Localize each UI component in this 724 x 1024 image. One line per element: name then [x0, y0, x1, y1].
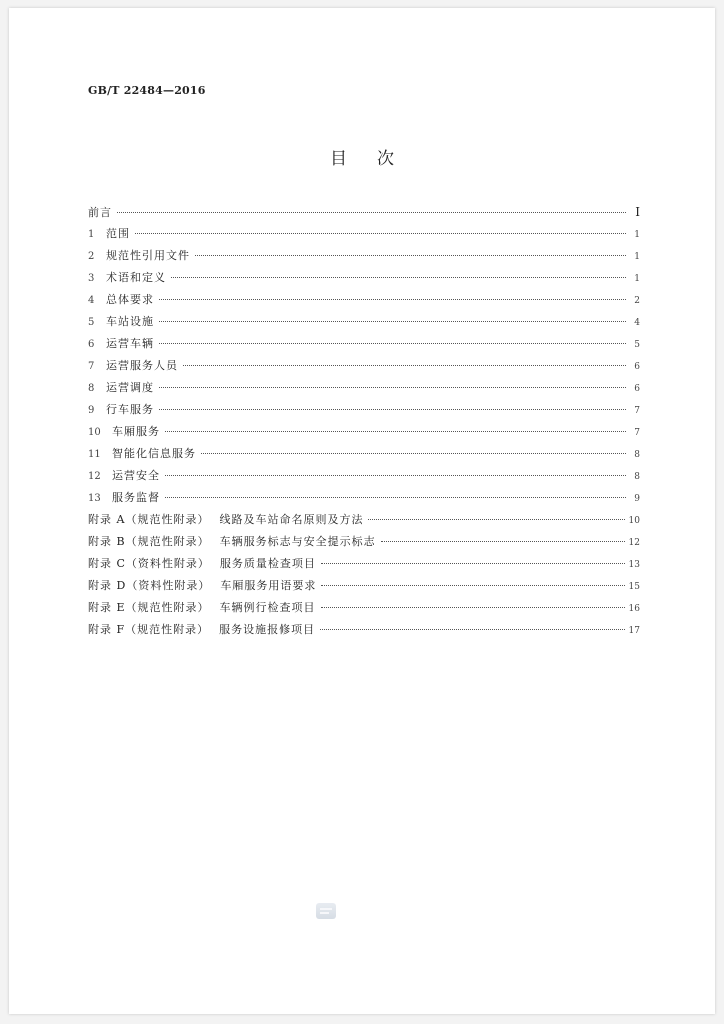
- toc-page-number: 7: [634, 406, 640, 416]
- toc-page-number: 6: [634, 384, 640, 394]
- dot-leader: [183, 365, 626, 366]
- document-logo-icon: [316, 903, 336, 919]
- toc-entry-clause-4[interactable]: [88, 289, 640, 311]
- toc-page-number: 10: [628, 516, 640, 526]
- toc-entry-label: 11 智能化信息服务: [88, 443, 196, 466]
- dot-leader: [381, 541, 625, 542]
- toc-entry-clause-7[interactable]: [88, 355, 640, 377]
- toc-page-number: 12: [628, 538, 640, 548]
- clause-number: 5: [88, 317, 95, 328]
- toc-entry-clause-11[interactable]: [88, 443, 640, 465]
- dot-leader: [135, 233, 626, 234]
- dot-leader: [201, 453, 626, 454]
- annex-prefix: 附录 E（规范性附录）: [88, 601, 210, 614]
- toc-entry-annex-a[interactable]: [88, 509, 640, 531]
- toc-entry-clause-13[interactable]: [88, 487, 640, 509]
- toc-page-number: 1: [634, 274, 640, 284]
- dot-leader: [117, 212, 626, 213]
- toc-page-number: 8: [634, 450, 640, 460]
- toc-page-number: 9: [634, 494, 640, 504]
- toc-entry-label: 9 行车服务: [88, 399, 154, 422]
- toc-entry-label: 2 规范性引用文件: [88, 245, 190, 268]
- toc-entry-label: 4 总体要求: [88, 289, 154, 312]
- toc-entry-foreword[interactable]: [88, 201, 640, 223]
- annex-prefix: 附录 B（规范性附录）: [88, 535, 210, 548]
- dot-leader: [165, 431, 626, 432]
- toc-entry-annex-f[interactable]: [88, 619, 640, 641]
- annex-title: 车辆例行检查项目: [219, 601, 316, 614]
- toc-entry-label: 前言: [88, 206, 112, 219]
- toc-entry-label: [88, 509, 363, 531]
- toc-entry-clause-2[interactable]: [88, 245, 640, 267]
- toc-entry-label: [88, 575, 316, 597]
- dot-leader: [171, 277, 626, 278]
- toc-page-number: 16: [628, 604, 640, 614]
- clause-number: 9: [88, 405, 95, 416]
- toc-page-number: 1: [634, 252, 640, 262]
- toc-entry-clause-12[interactable]: [88, 465, 640, 487]
- toc-page-number: 17: [628, 626, 640, 636]
- toc-entry-label: [88, 553, 316, 575]
- toc-page-number: 4: [634, 318, 640, 328]
- toc-page-number: 1: [634, 230, 640, 240]
- toc-page-number: 13: [628, 560, 640, 570]
- dot-leader: [165, 497, 626, 498]
- toc-entry-label: [88, 531, 376, 553]
- clause-number: 6: [88, 339, 95, 350]
- annex-title: 服务设施报修项目: [219, 623, 316, 636]
- dot-leader: [320, 629, 624, 630]
- toc-entry-clause-8[interactable]: [88, 377, 640, 399]
- toc-entry-label: 12 运营安全: [88, 465, 160, 488]
- toc-entry-label: [88, 619, 315, 641]
- dot-leader: [368, 519, 624, 520]
- toc-entry-label: 8 运营调度: [88, 377, 154, 400]
- clause-number: 13: [88, 493, 101, 504]
- toc-page-number: 6: [634, 362, 640, 372]
- toc-title: 目次: [330, 149, 424, 169]
- toc-page-number: 2: [634, 296, 640, 306]
- dot-leader: [159, 409, 626, 410]
- standard-code: GB/T 22484—2016: [88, 84, 206, 97]
- toc-page-number: 5: [634, 340, 640, 350]
- table-of-contents: [88, 201, 640, 641]
- toc-entry-label: 6 运营车辆: [88, 333, 154, 356]
- document-page: [9, 8, 715, 1014]
- dot-leader: [159, 343, 626, 344]
- dot-leader: [321, 563, 625, 564]
- clause-number: 11: [88, 449, 101, 460]
- annex-prefix: 附录 A（规范性附录）: [88, 513, 210, 526]
- toc-page-number: 7: [634, 428, 640, 438]
- toc-entry-label: 10 车厢服务: [88, 421, 160, 444]
- annex-prefix: 附录 F（规范性附录）: [88, 623, 210, 636]
- toc-entry-label: 3 术语和定义: [88, 267, 166, 290]
- toc-entry-label: 1 范围: [88, 223, 130, 246]
- clause-number: 7: [88, 361, 95, 372]
- dot-leader: [321, 585, 624, 586]
- clause-number: 12: [88, 471, 101, 482]
- toc-entry-clause-3[interactable]: [88, 267, 640, 289]
- toc-entry-label: 13 服务监督: [88, 487, 160, 510]
- clause-number: 2: [88, 251, 95, 262]
- annex-title: 车厢服务用语要求: [220, 579, 317, 592]
- toc-entry-annex-b[interactable]: [88, 531, 640, 553]
- toc-entry-label: [88, 597, 316, 619]
- dot-leader: [321, 607, 625, 608]
- toc-entry-clause-10[interactable]: [88, 421, 640, 443]
- dot-leader: [165, 475, 626, 476]
- annex-title: 线路及车站命名原则及方法: [219, 513, 364, 526]
- annex-title: 服务质量检查项目: [219, 557, 316, 570]
- toc-entry-label: 7 运营服务人员: [88, 355, 178, 378]
- clause-number: 4: [88, 295, 95, 306]
- toc-entry-annex-c[interactable]: [88, 553, 640, 575]
- clause-number: 1: [88, 229, 95, 240]
- toc-page-number: 15: [628, 582, 640, 592]
- dot-leader: [159, 321, 626, 322]
- annex-prefix: 附录 C（资料性附录）: [88, 557, 210, 570]
- clause-number: 8: [88, 383, 95, 394]
- toc-entry-annex-d[interactable]: [88, 575, 640, 597]
- toc-entry-clause-9[interactable]: [88, 399, 640, 421]
- annex-prefix: 附录 D（资料性附录）: [88, 579, 211, 592]
- toc-entry-clause-1[interactable]: [88, 223, 640, 245]
- toc-page-number: 8: [634, 472, 640, 482]
- toc-entry-clause-5[interactable]: [88, 311, 640, 333]
- dot-leader: [159, 299, 626, 300]
- toc-page-number: I: [635, 205, 640, 219]
- clause-number: 10: [88, 427, 101, 438]
- clause-number: 3: [88, 273, 95, 284]
- dot-leader: [195, 255, 626, 256]
- toc-entry-annex-e[interactable]: [88, 597, 640, 619]
- dot-leader: [159, 387, 626, 388]
- toc-entry-label: 5 车站设施: [88, 311, 154, 334]
- annex-title: 车辆服务标志与安全提示标志: [219, 535, 376, 548]
- toc-entry-clause-6[interactable]: [88, 333, 640, 355]
